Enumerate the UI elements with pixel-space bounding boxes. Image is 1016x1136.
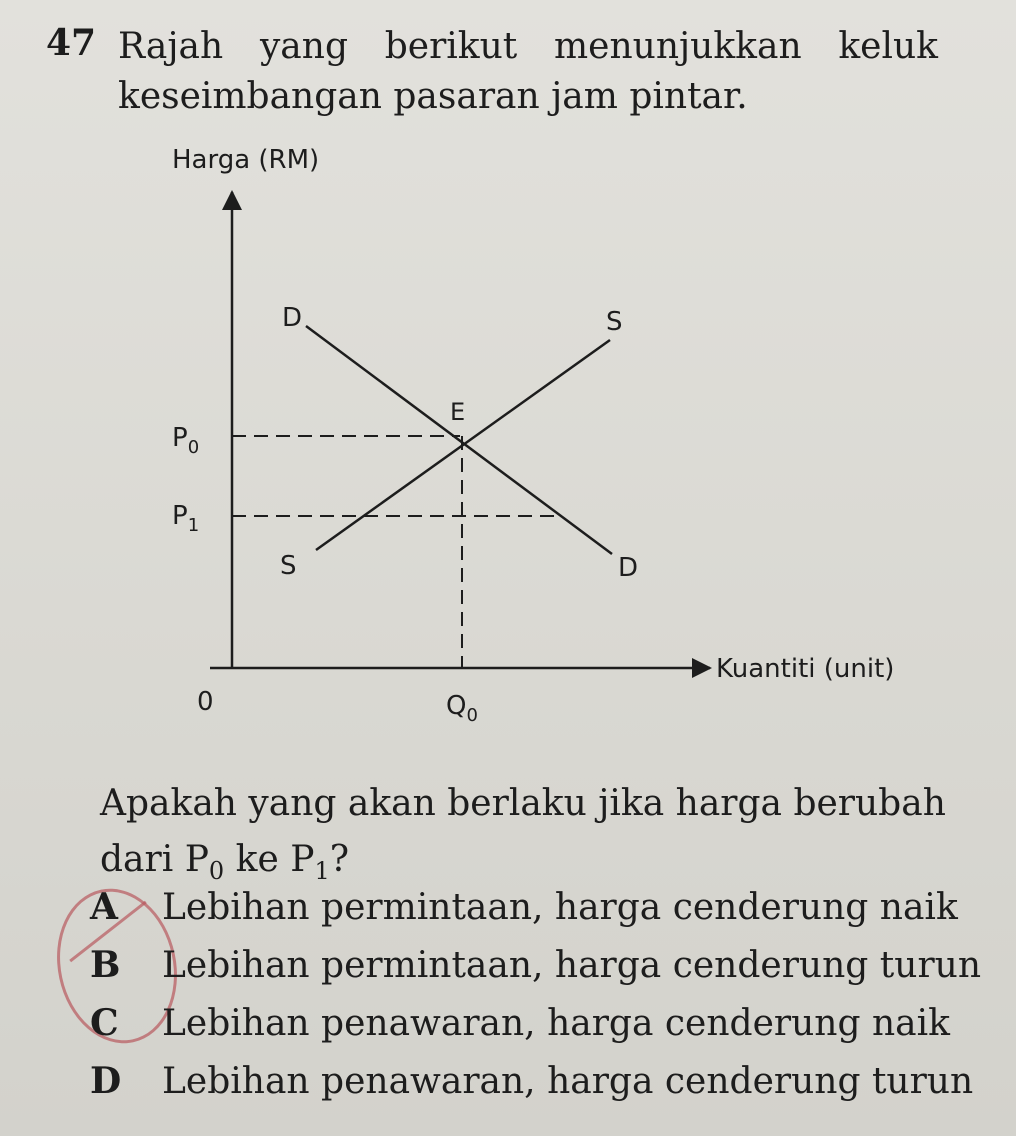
q0-tick-label [446,691,478,726]
stem-word: menunjukkan [554,26,802,67]
option-letter: D [90,1060,122,1102]
q0-sub: 0 [466,705,478,726]
option-letter: C [90,1002,119,1044]
prompt-p0: P [184,839,209,880]
stem-line-2: keseimbangan pasaran jam pintar. [118,76,748,117]
option-d[interactable] [90,1060,1010,1118]
prompt-p0-sub: 0 [208,857,225,886]
stem-word: keluk [838,26,938,67]
q0-main: Q [446,691,467,721]
y-axis-label: Harga (RM) [172,145,320,175]
equilibrium-label: E [450,398,466,426]
stem-line-1 [118,22,938,72]
prompt-mid: ke [224,839,291,880]
p0-main: P [172,423,188,453]
option-letter: B [90,944,121,986]
p1-sub: 1 [187,515,200,536]
option-text: Lebihan permintaan, harga cenderung naik [162,887,958,928]
option-b[interactable] [90,944,1010,1002]
svg-text:P1 [172,501,199,536]
option-a[interactable] [90,886,1010,944]
option-text: Lebihan penawaran, harga cenderung turun [162,1061,974,1102]
svg-text:Q0 [446,691,478,726]
prompt-p1-sub: 1 [314,857,330,886]
supply-label-top: S [606,307,623,337]
prompt-p1: P [290,839,315,880]
x-axis-label: Kuantiti (unit) [716,654,895,684]
option-c[interactable] [90,1002,1010,1060]
p1-tick-label [172,501,199,536]
question-stem [118,22,938,122]
p0-tick-label [172,423,199,458]
origin-label: 0 [197,687,214,717]
p0-sub: 0 [187,437,200,458]
svg-text:P0 [172,423,199,458]
demand-label-top: D [282,303,303,333]
demand-curve [306,326,612,554]
p1-main: P [172,501,188,531]
prompt-end: ? [329,839,350,880]
question-number: 47 [46,22,97,64]
stem-word: Rajah [118,26,224,67]
market-equilibrium-chart [0,130,1016,730]
answer-options [90,886,1010,1118]
supply-label-bottom: S [280,551,297,581]
prompt-line-1: Apakah yang akan berlaku jika harga berubah [100,783,946,824]
option-text: Lebihan permintaan, harga cenderung turun [162,945,982,986]
demand-label-bottom: D [618,553,639,583]
stem-word: berikut [384,26,518,67]
option-text: Lebihan penawaran, harga cenderung naik [162,1003,950,1044]
question-prompt [100,776,980,899]
prompt-prefix: dari [100,839,185,880]
option-letter: A [90,886,118,928]
stem-word: yang [259,26,348,67]
